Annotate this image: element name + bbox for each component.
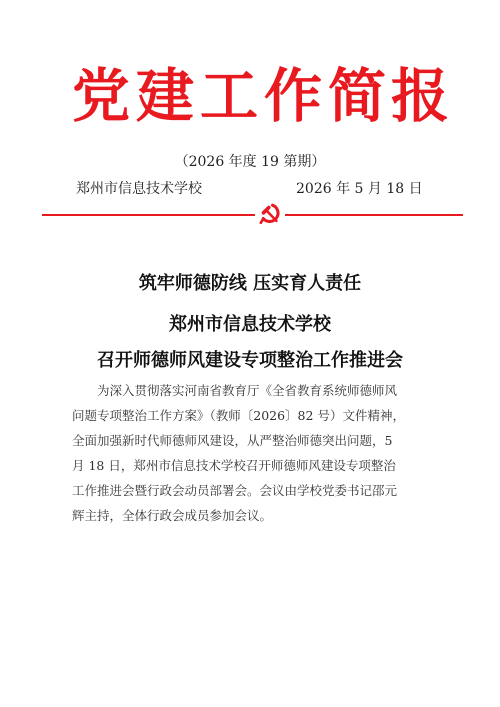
- article-body-line: 问题专项整治工作方案》（教师〔2026〕82 号）文件精神，: [72, 408, 405, 423]
- header-divider-left: [42, 214, 255, 216]
- article-body-line: 为深入贯彻落实河南省教育厅《全省教育系统师德师风: [97, 383, 398, 398]
- article-body-line: 月 18 日，郑州市信息技术学校召开师德师风建设专项整治: [72, 458, 396, 473]
- issuing-organization: 郑州市信息技术学校: [76, 181, 202, 197]
- masthead-char: 建: [136, 62, 195, 130]
- article-body: [72, 378, 452, 528]
- masthead-char: 简: [328, 62, 387, 130]
- issue-date: 2026 年 5 月 18 日: [296, 181, 423, 197]
- issue-number: （2026 年度 19 第期）: [174, 154, 326, 170]
- article-headline-line: 召开师德师风建设专项整治工作推进会: [97, 350, 403, 371]
- hammer-sickle-icon: [258, 202, 282, 226]
- article-body-line: 工作推进会暨行政会动员部署会。会议由学校党委书记邵元: [72, 483, 398, 498]
- article-headline-line: 筑牢师德防线 压实育人责任: [138, 273, 362, 294]
- article-body-line: 全面加强新时代师德师风建设，从严整治师德突出问题，5: [72, 433, 393, 448]
- masthead-char: 工: [200, 62, 259, 130]
- header-divider-right: [285, 214, 463, 216]
- masthead-title: [0, 60, 500, 140]
- masthead-char: 党: [72, 62, 131, 130]
- masthead-char: 报: [391, 62, 450, 130]
- article-headline-line: 郑州市信息技术学校: [169, 314, 331, 335]
- masthead-char: 作: [264, 62, 323, 130]
- article-body-line: 辉主持，全体行政会成员参加会议。: [72, 508, 273, 523]
